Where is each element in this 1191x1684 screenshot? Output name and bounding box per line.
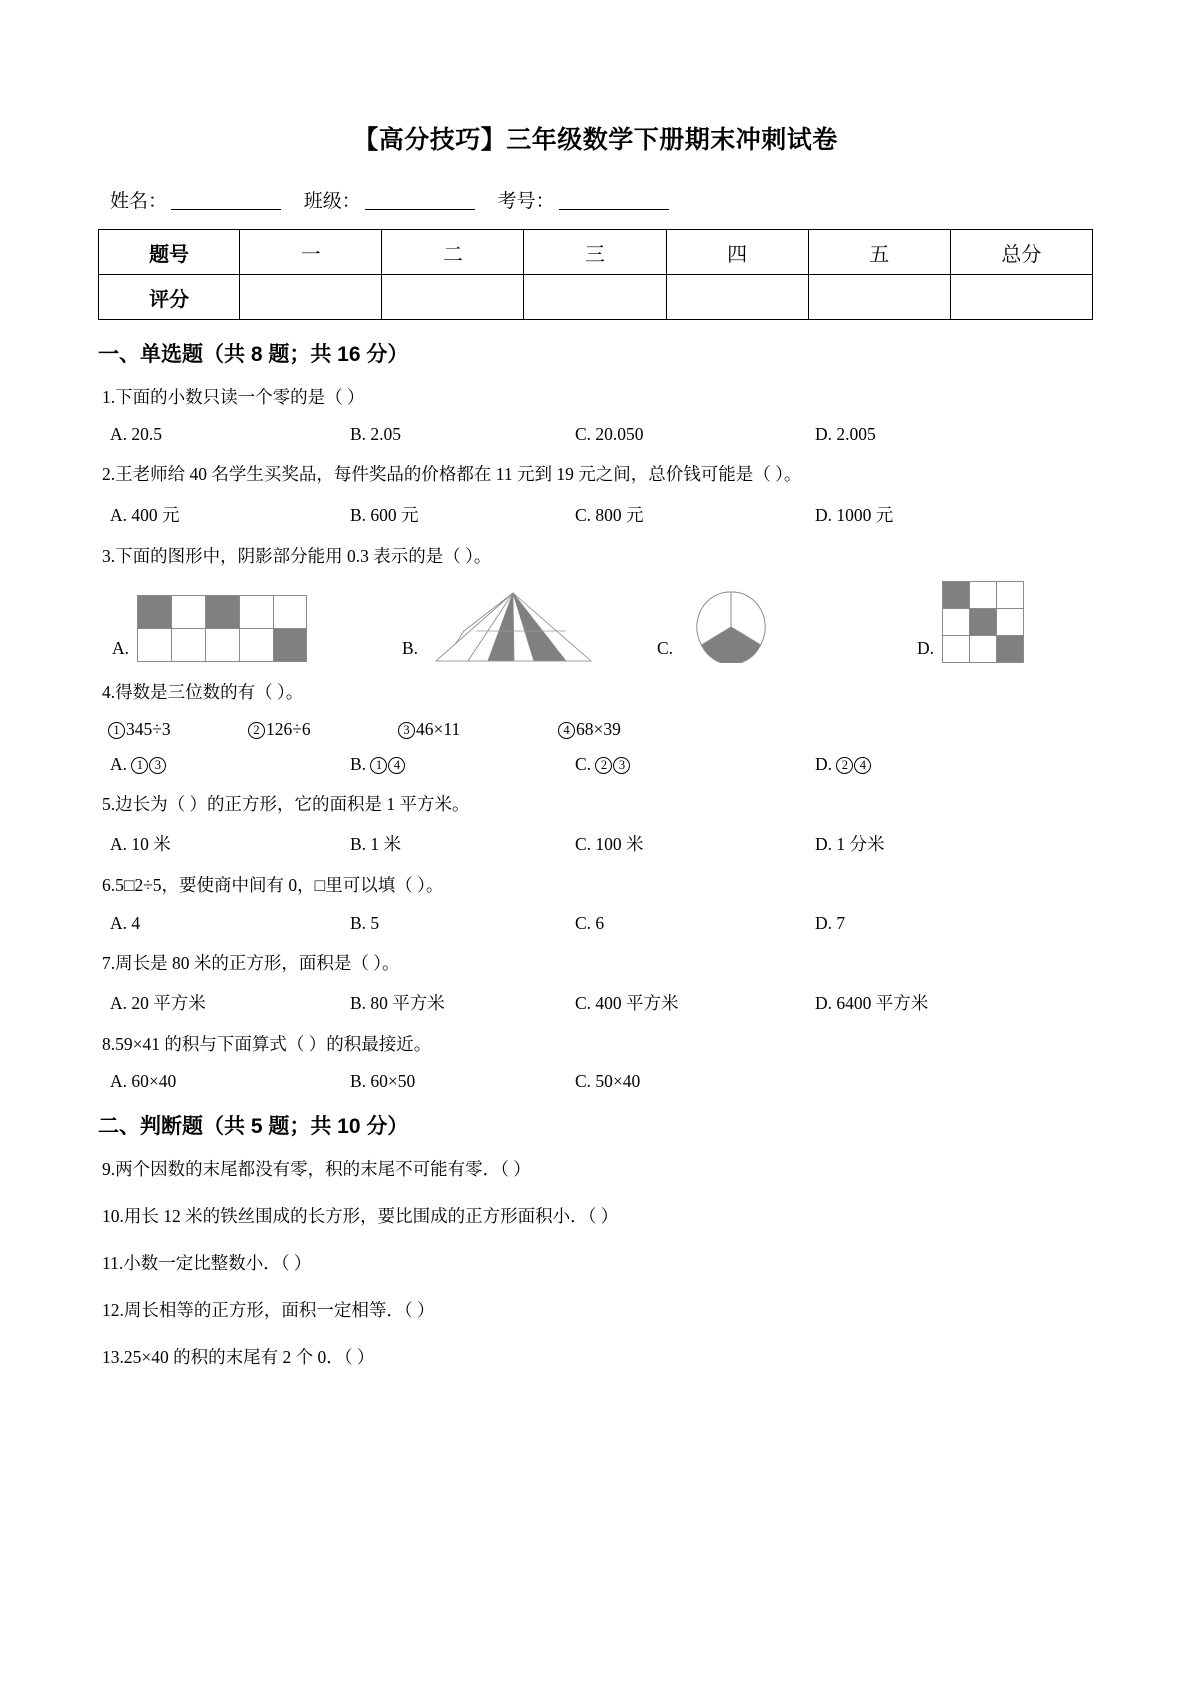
table-row [99, 275, 1093, 320]
score-row-label: 题号 [99, 230, 240, 275]
circled-number: 3 [613, 757, 630, 774]
question-stem-7: 7.周长是 80 米的正方形，面积是（ ）。 [102, 952, 400, 973]
question-stem-1: 1.下面的小数只读一个零的是（ ） [102, 387, 365, 407]
option-b[interactable]: B. 60×50 [350, 1071, 416, 1091]
item-expression: 68×39 [576, 719, 621, 739]
question-stem-10: 10.用长 12 米的铁丝围成的长方形，要比围成的正方形面积小．（ ） [102, 1206, 619, 1226]
question-options-4 [110, 754, 1093, 775]
option-b[interactable]: B. 1 米 [350, 834, 402, 855]
question-stem-2: 2.王老师给 40 名学生买奖品，每件奖品的价格都在 11 元到 19 元之间，总价钱可能是（ ）。 [102, 464, 802, 485]
question-stem-9: 9.两个因数的末尾都没有零，积的末尾不可能有零．（ ） [102, 1159, 531, 1179]
table-row [99, 230, 1093, 275]
class-label: 班级： [303, 191, 361, 212]
figure-label-a: A. [112, 637, 130, 658]
score-cell[interactable] [524, 275, 666, 320]
section-heading-2: 二、判断题（共 5 题；共 10 分） [98, 1115, 409, 1138]
item-expression: 126÷6 [266, 719, 311, 739]
circled-number: 2 [248, 722, 265, 739]
figure-option-b[interactable] [402, 591, 657, 663]
option-d[interactable]: D. 6400 平方米 [815, 992, 929, 1013]
score-cell: 五 [808, 230, 950, 275]
name-label: 姓名： [110, 191, 168, 212]
score-cell[interactable] [808, 275, 950, 320]
figure-option-a[interactable] [112, 595, 402, 663]
question-stem-13: 13.25×40 的积的末尾有 2 个 0．（ ） [102, 1347, 375, 1367]
question-stem-4: 4.得数是三位数的有（ ）。 [102, 681, 304, 702]
question-options-5 [110, 831, 1093, 856]
option-b[interactable]: B. 80 平方米 [350, 992, 445, 1013]
option-a[interactable]: A. 400 元 [110, 504, 180, 525]
item-2 [248, 719, 398, 740]
circled-number: 3 [149, 757, 166, 774]
question-3-figures [112, 583, 1093, 663]
option-d[interactable]: D. 1000 元 [815, 504, 894, 525]
option-c[interactable]: C. 400 平方米 [575, 992, 679, 1013]
page-title: 【高分技巧】三年级数学下册期末冲刺试卷 [353, 126, 838, 154]
circled-number: 1 [108, 722, 125, 739]
identity-line [110, 186, 1093, 213]
option-c[interactable]: C. 800 元 [575, 504, 644, 525]
question-options-6 [110, 913, 1093, 934]
option-b[interactable]: B. 5 [350, 912, 380, 933]
option-c[interactable]: C. 20.050 [575, 424, 644, 445]
circled-number: 4 [854, 757, 871, 774]
figure-label-d: D. [917, 637, 935, 658]
question-stem-3: 3.下面的图形中，阴影部分能用 0.3 表示的是（ ）。 [102, 545, 492, 566]
score-table [98, 229, 1093, 320]
option-b[interactable] [350, 754, 575, 775]
option-prefix: D. [815, 754, 833, 774]
score-cell: 一 [240, 230, 382, 275]
question-options-2 [110, 502, 1093, 527]
option-b[interactable]: B. 2.05 [350, 424, 402, 445]
figure-label-b: B. [402, 637, 419, 658]
circled-number: 4 [388, 757, 405, 774]
score-cell[interactable] [382, 275, 524, 320]
class-field [304, 191, 479, 212]
score-cell: 总分 [950, 230, 1092, 275]
option-d[interactable]: D. 1 分米 [815, 834, 885, 855]
option-c[interactable]: C. 100 米 [575, 834, 644, 855]
question-options-8 [110, 1071, 1093, 1092]
figure-option-d[interactable] [917, 581, 1024, 663]
item-expression: 46×11 [416, 719, 461, 739]
exam-no-blank[interactable] [559, 209, 669, 210]
item-4 [558, 719, 621, 740]
option-a[interactable] [110, 754, 350, 775]
question-stem-12: 12.周长相等的正方形，面积一定相等．（ ） [102, 1300, 435, 1320]
option-a[interactable]: A. 20 平方米 [110, 992, 206, 1013]
question-options-7 [110, 990, 1093, 1015]
circled-number: 2 [836, 757, 853, 774]
item-3 [398, 719, 558, 740]
circled-number: 1 [370, 757, 387, 774]
name-field [110, 191, 285, 212]
score-cell[interactable] [666, 275, 808, 320]
question-stem-6: 6.5□2÷5，要使商中间有 0，□里可以填（ ）。 [102, 875, 444, 896]
fan-triangle-icon [426, 591, 601, 663]
option-c[interactable] [575, 754, 815, 775]
option-c[interactable]: C. 50×40 [575, 1071, 641, 1091]
name-blank[interactable] [171, 209, 281, 210]
circled-number: 3 [398, 722, 415, 739]
circle-thirds-icon [681, 591, 781, 663]
score-row-label: 评分 [99, 275, 240, 320]
circled-number: 1 [131, 757, 148, 774]
exam-no-label: 考号： [497, 191, 555, 212]
grid-5x2-icon [137, 595, 307, 663]
option-c[interactable]: C. 6 [575, 912, 605, 933]
grid-3x3-icon [942, 581, 1024, 663]
question-4-items [108, 719, 1093, 740]
score-cell[interactable] [950, 275, 1092, 320]
option-d[interactable]: D. 7 [815, 912, 846, 933]
option-a[interactable]: A. 10 米 [110, 834, 171, 855]
exam-no-field [498, 191, 673, 212]
question-stem-5: 5.边长为（ ）的正方形，它的面积是 1 平方米。 [102, 794, 470, 814]
item-1 [108, 719, 248, 740]
question-options-1 [110, 424, 1093, 445]
option-prefix: C. [575, 754, 592, 774]
option-b[interactable]: B. 600 元 [350, 504, 419, 525]
section-heading-1: 一、单选题（共 8 题；共 16 分） [98, 343, 409, 366]
option-d[interactable]: D. 2.005 [815, 424, 876, 445]
figure-label-c: C. [657, 637, 674, 658]
figure-option-c[interactable] [657, 591, 917, 663]
class-blank[interactable] [365, 209, 475, 210]
score-cell[interactable] [240, 275, 382, 320]
question-stem-8: 8.59×41 的积与下面算式（ ）的积最接近。 [102, 1033, 432, 1054]
circled-number: 4 [558, 722, 575, 739]
circled-number: 2 [595, 757, 612, 774]
option-prefix: B. [350, 754, 367, 774]
score-cell: 二 [382, 230, 524, 275]
item-expression: 345÷3 [126, 719, 171, 739]
score-cell: 四 [666, 230, 808, 275]
question-stem-11: 11.小数一定比整数小．（ ） [102, 1253, 312, 1273]
option-d[interactable] [815, 754, 872, 775]
option-a[interactable]: A. 20.5 [110, 424, 163, 445]
option-a[interactable]: A. 4 [110, 912, 141, 933]
score-cell: 三 [524, 230, 666, 275]
option-a[interactable]: A. 60×40 [110, 1071, 177, 1091]
option-prefix: A. [110, 754, 128, 774]
